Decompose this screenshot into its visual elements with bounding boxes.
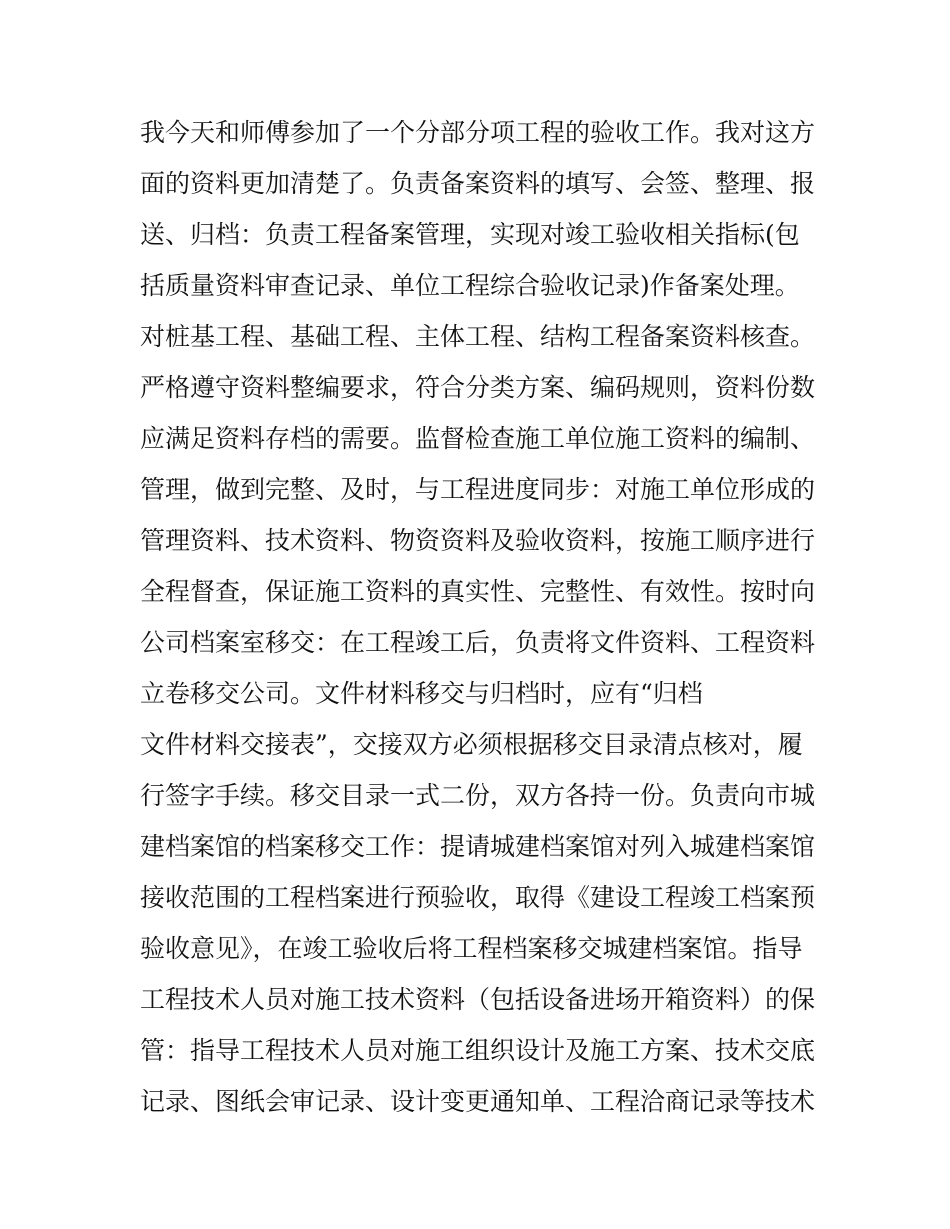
text-line-6: 严格遵守资料整编要求，符合分类方案、编码规则，资料份数 bbox=[140, 373, 816, 402]
body-paragraph bbox=[140, 107, 830, 1127]
text-line-14: 行签字手续。移交目录一式二份，双方各持一份。负责向市城 bbox=[140, 781, 816, 810]
text-line-10: 全程督查，保证施工资料的真实性、完整性、有效性。按时向 bbox=[140, 577, 816, 606]
text-line-11: 公司档案室移交：在工程竣工后，负责将文件资料、工程资料 bbox=[140, 628, 816, 657]
text-line-4: 括质量资料审查记录、单位工程综合验收记录)作备案处理。 bbox=[140, 271, 800, 300]
text-line-17: 验收意见》，在竣工验收后将工程档案移交城建档案馆。指导 bbox=[140, 934, 803, 963]
text-line-1: 我今天和师傅参加了一个分部分项工程的验收工作。我对这方 bbox=[140, 118, 816, 147]
text-line-15: 建档案馆的档案移交工作：提请城建档案馆对列入城建档案馆 bbox=[140, 832, 816, 861]
text-line-19: 管：指导工程技术人员对施工组织设计及施工方案、技术交底 bbox=[140, 1036, 816, 1065]
text-line-7: 应满足资料存档的需要。监督检查施工单位施工资料的编制、 bbox=[140, 424, 816, 453]
text-line-3: 送、归档：负责工程备案管理，实现对竣工验收相关指标(包 bbox=[140, 220, 800, 249]
text-line-2: 面的资料更加清楚了。负责备案资料的填写、会签、整理、报 bbox=[140, 169, 816, 198]
text-line-20: 记录、图纸会审记录、设计变更通知单、工程洽商记录等技术 bbox=[140, 1087, 816, 1116]
text-line-12: 立卷移交公司。文件材料移交与归档时，应有“归档 bbox=[140, 679, 703, 708]
text-line-8: 管理，做到完整、及时，与工程进度同步：对施工单位形成的 bbox=[140, 475, 816, 504]
text-line-9: 管理资料、技术资料、物资资料及验收资料，按施工顺序进行 bbox=[140, 526, 816, 555]
text-line-18: 工程技术人员对施工技术资料（包括设备进场开箱资料）的保 bbox=[140, 985, 816, 1014]
text-line-5: 对桩基工程、基础工程、主体工程、结构工程备案资料核查。 bbox=[140, 322, 816, 351]
text-line-13: 文件材料交接表”，交接双方必须根据移交目录清点核对，履 bbox=[140, 730, 803, 759]
text-line-16: 接收范围的工程档案进行预验收，取得《建设工程竣工档案预 bbox=[140, 883, 816, 912]
